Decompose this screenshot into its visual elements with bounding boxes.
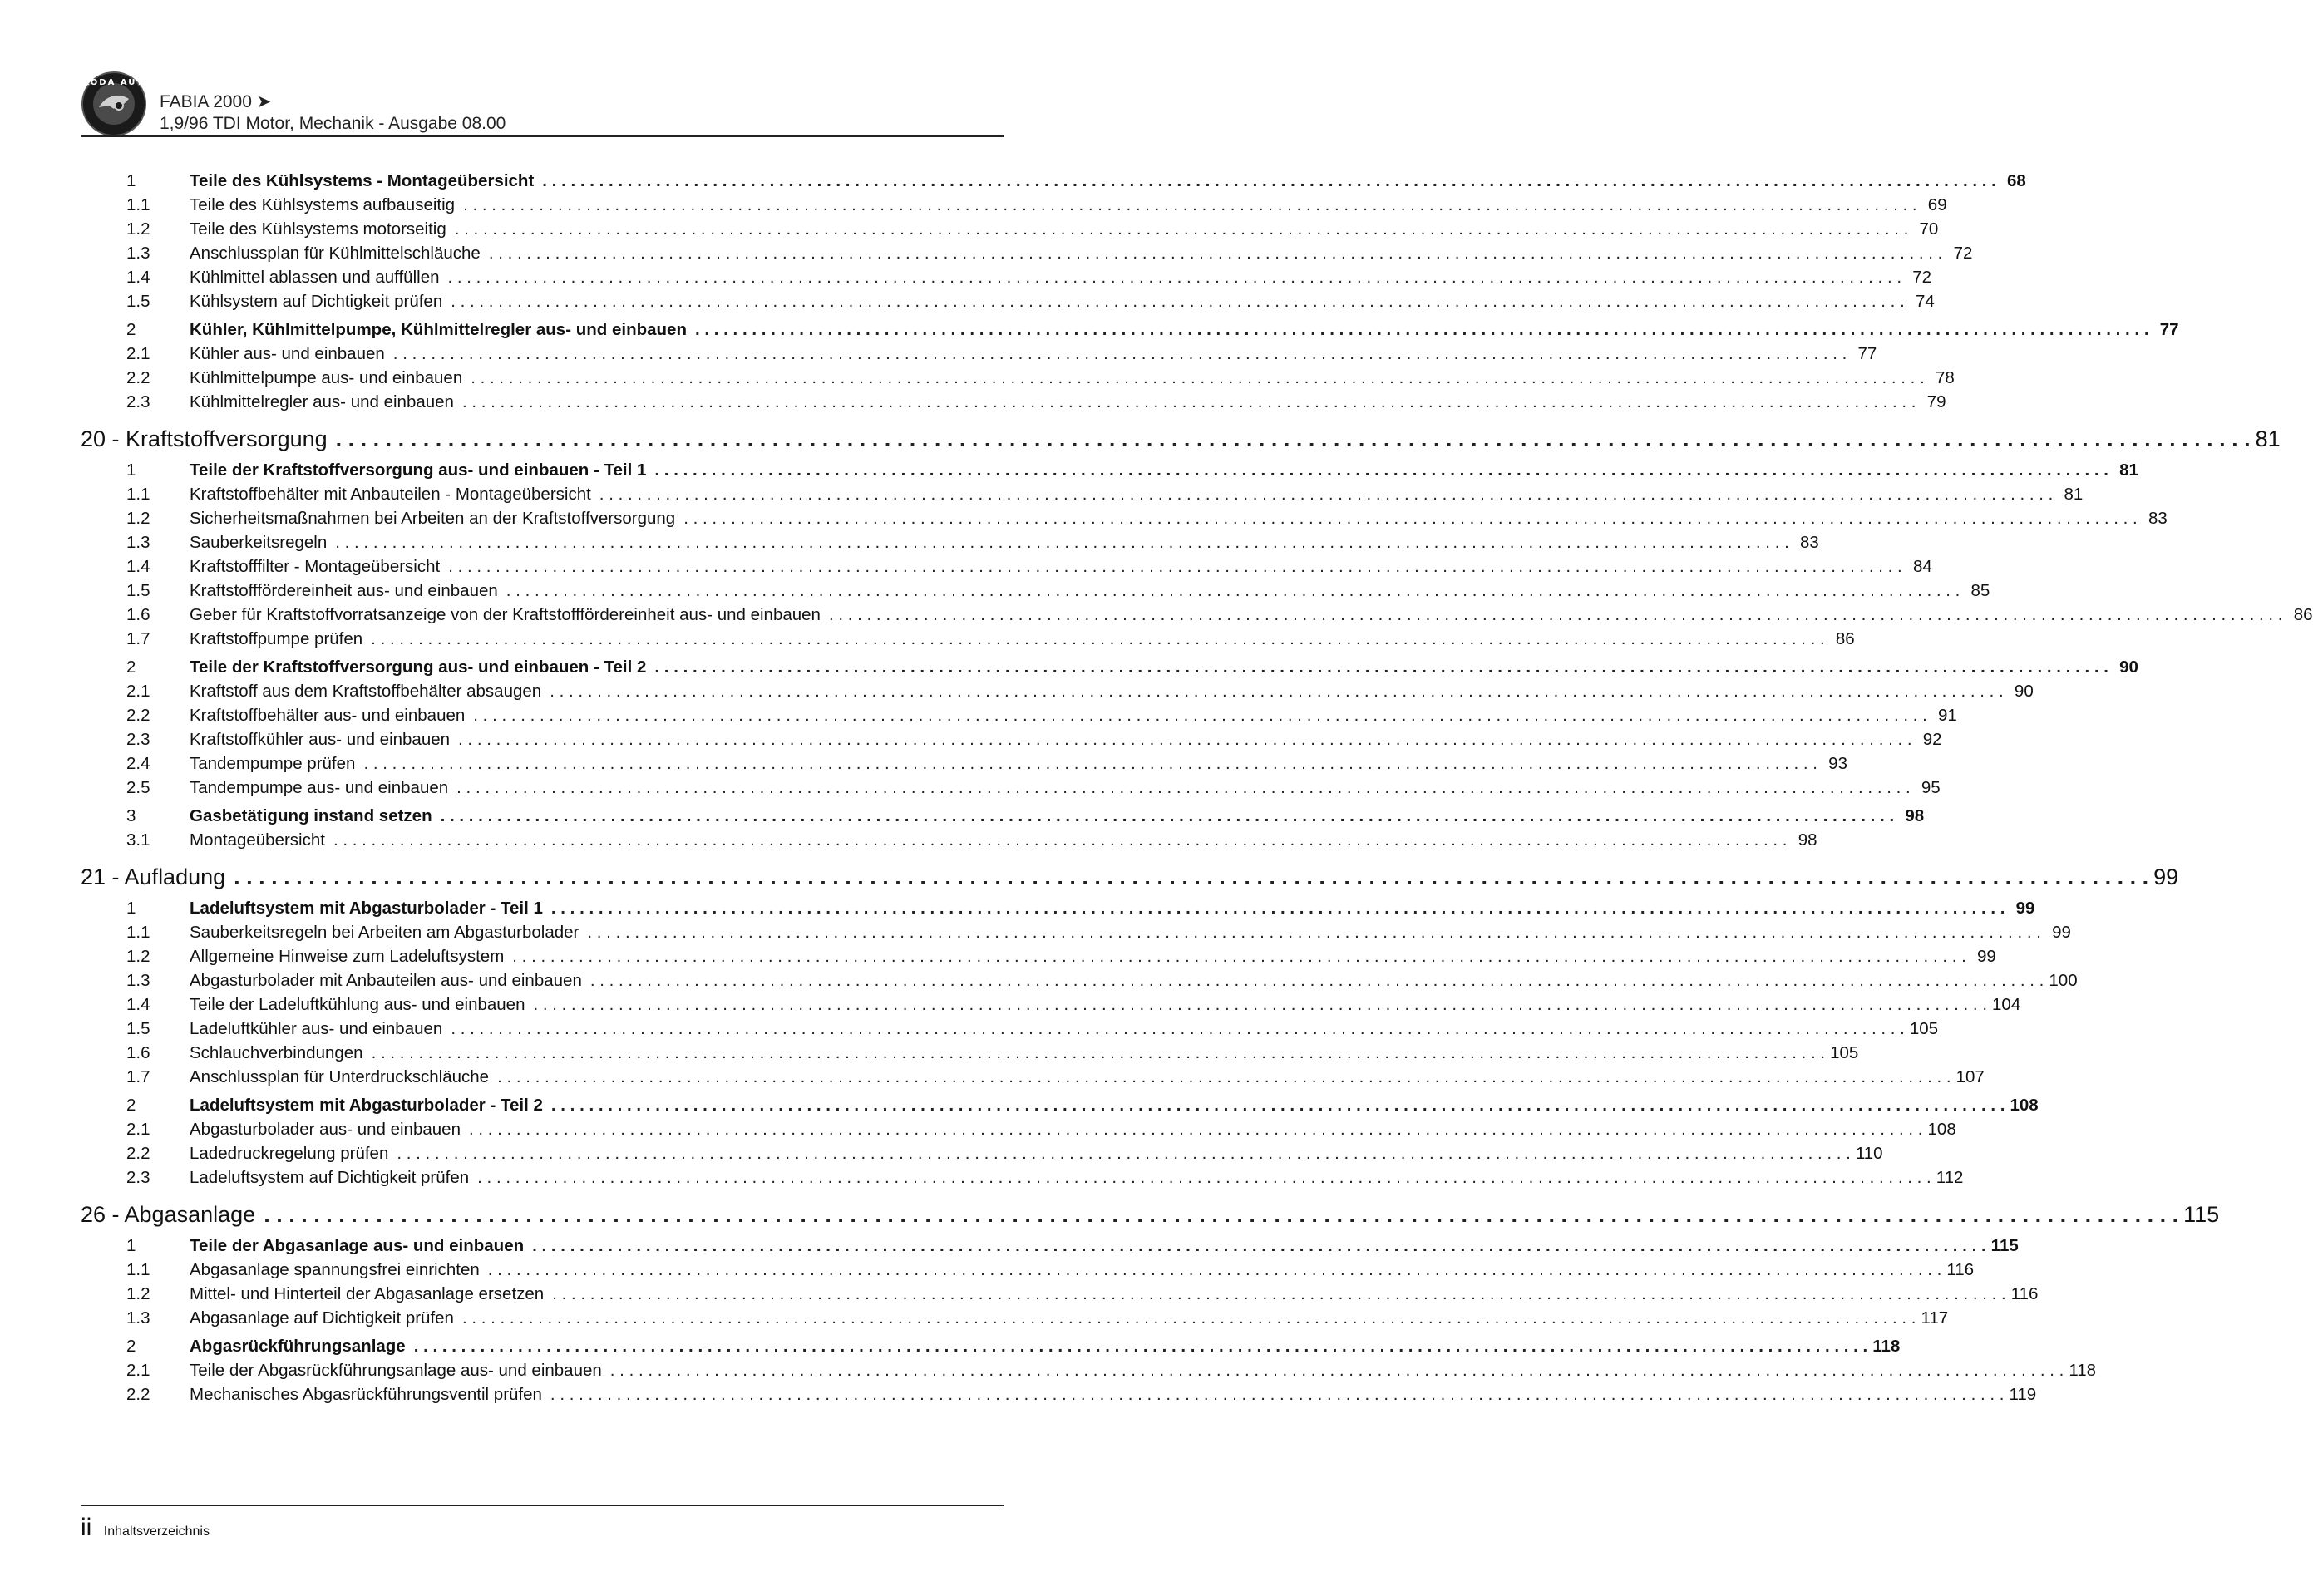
page-footer — [81, 1511, 210, 1544]
toc-entry-page: 98 — [1905, 806, 1925, 825]
document-header — [160, 91, 506, 135]
toc-item[interactable] — [81, 944, 1996, 968]
toc-entry-number: 1.7 — [126, 1067, 150, 1086]
toc-entry-number: 2.1 — [126, 682, 150, 701]
toc-item[interactable] — [81, 993, 2021, 1017]
toc-entry-page: 117 — [1921, 1308, 1949, 1328]
toc-entry-number: 2.2 — [126, 706, 150, 725]
header-model: FABIA 2000 ➤ — [160, 92, 272, 111]
toc-entry-title: Teile des Kühlsystems - Montageübersicht — [190, 171, 535, 190]
toc-entry-number: 1.4 — [126, 557, 150, 576]
toc-entry-number: 1.1 — [126, 485, 150, 504]
toc-entry-page: 115 — [1990, 1236, 2019, 1255]
dot-leader — [448, 265, 1902, 289]
toc-item[interactable] — [81, 342, 1877, 366]
toc-entry-title: Teile des Kühlsystems aufbauseitig — [190, 195, 456, 214]
dot-leader — [451, 289, 1905, 313]
toc-entry-title: Abgasrückführungsanlage — [190, 1337, 406, 1356]
toc-entry-page: 115 — [2183, 1202, 2220, 1227]
toc-item[interactable] — [81, 603, 2313, 627]
dot-leader — [550, 679, 2004, 703]
toc-entry-page: 110 — [1855, 1144, 1883, 1163]
toc-entry-page: 99 — [2015, 899, 2035, 918]
toc-item[interactable] — [81, 1041, 1859, 1065]
toc-entry-page: 77 — [2159, 320, 2179, 339]
dot-leader — [397, 1141, 1851, 1165]
dot-leader — [451, 1017, 1905, 1041]
dot-leader — [333, 828, 1788, 852]
toc-entry-page: 68 — [2007, 171, 2026, 190]
toc-entry-number: 2.1 — [126, 1120, 150, 1139]
toc-item[interactable] — [81, 1017, 1939, 1041]
toc-chapter[interactable] — [81, 862, 2179, 892]
toc-entry-title: Teile der Abgasrückführungsanlage aus- und einbauen — [190, 1361, 602, 1380]
toc-entry-title: 26 - Abgasanlage — [81, 1202, 256, 1227]
toc-entry-number: 1.4 — [126, 995, 150, 1014]
toc-entry-number: 1.2 — [126, 947, 150, 966]
toc-item[interactable] — [81, 289, 1935, 313]
toc-entry-number: 3 — [126, 806, 136, 825]
toc-entry-number: 1.2 — [126, 1284, 150, 1303]
toc-entry-number: 2.2 — [126, 1144, 150, 1163]
toc-entry-title: Teile des Kühlsystems motorseitig — [190, 219, 446, 239]
toc-item[interactable] — [81, 751, 1847, 776]
toc-entry-title: Mechanisches Abgasrückführungsventil prüfen — [190, 1385, 542, 1404]
logo-brand-text: ŠKODA AUTO — [75, 78, 153, 87]
toc-entry-page: 77 — [1857, 344, 1877, 363]
toc-item[interactable] — [81, 482, 2084, 506]
toc-entry-number: 1.5 — [126, 292, 150, 311]
toc-entry-title: Anschlussplan für Kühlmittelschläuche — [190, 244, 481, 263]
toc-entry-title: Montageübersicht — [190, 830, 325, 850]
toc-chapter[interactable] — [81, 1199, 2220, 1229]
toc-entry-number: 1.3 — [126, 971, 150, 990]
toc-item[interactable] — [81, 265, 1932, 289]
toc-entry-title: Ladeluftkühler aus- und einbauen — [190, 1019, 443, 1038]
toc-entry-page: 69 — [1927, 195, 1947, 214]
toc-item[interactable] — [81, 579, 1990, 603]
toc-entry-page: 83 — [2148, 509, 2168, 528]
toc-entry-title: Sauberkeitsregeln bei Arbeiten am Abgasturbolader — [190, 923, 579, 942]
toc-entry-number: 1 — [126, 1236, 136, 1255]
footer-label: Inhaltsverzeichnis — [103, 1525, 210, 1539]
dot-leader — [551, 896, 2005, 920]
toc-section[interactable] — [81, 655, 2138, 679]
dot-leader — [590, 968, 2044, 993]
toc-entry-number: 1.6 — [126, 605, 150, 624]
toc-entry-number: 1.1 — [126, 1260, 150, 1279]
toc-item[interactable] — [81, 727, 1942, 751]
toc-item[interactable] — [81, 1117, 1956, 1141]
toc-entry-title: Schlauchverbindungen — [190, 1043, 363, 1062]
toc-entry-number: 2.4 — [126, 754, 150, 773]
toc-item[interactable] — [81, 1141, 1883, 1165]
toc-entry-page: 81 — [2064, 485, 2084, 504]
dot-leader — [458, 727, 1912, 751]
dot-leader — [462, 390, 1916, 414]
toc-entry-title: Ladeluftsystem mit Abgasturbolader - Teil 1 — [190, 899, 543, 918]
toc-entry-title: Mittel- und Hinterteil der Abgasanlage ersetzen — [190, 1284, 545, 1303]
dot-leader — [414, 1334, 1868, 1358]
toc-entry-page: 118 — [1872, 1337, 1901, 1356]
toc-entry-page: 79 — [1926, 392, 1946, 411]
toc-entry-title: Abgasturbolader mit Anbauteilen aus- und einbauen — [190, 971, 582, 990]
toc-section[interactable] — [81, 896, 2035, 920]
dot-leader — [497, 1065, 1951, 1089]
toc-entry-title: 20 - Kraftstoffversorgung — [81, 426, 328, 451]
toc-section[interactable] — [81, 1334, 1901, 1358]
toc-item[interactable] — [81, 776, 1941, 800]
dot-leader — [552, 1282, 2006, 1306]
header-subtitle: 1,9/96 TDI Motor, Mechanik - Ausgabe 08.00 — [160, 114, 506, 133]
toc-entry-number: 1.2 — [126, 219, 150, 239]
toc-entry-number: 3.1 — [126, 830, 150, 850]
toc-entry-title: Anschlussplan für Unterdruckschläuche — [190, 1067, 490, 1086]
dot-leader — [441, 804, 1895, 828]
toc-entry-number: 2.1 — [126, 1361, 150, 1380]
toc-entry-page: 99 — [1977, 947, 1996, 966]
toc-entry-title: Teile der Ladeluftkühlung aus- und einbauen — [190, 995, 525, 1014]
toc-entry-title: Kraftstoffbehälter mit Anbauteilen - Montageübersicht — [190, 485, 591, 504]
toc-item[interactable] — [81, 241, 1973, 265]
toc-item[interactable] — [81, 679, 2034, 703]
dot-leader — [393, 342, 1847, 366]
toc-section[interactable] — [81, 169, 2026, 193]
toc-entry-page: 91 — [1938, 706, 1957, 725]
toc-entry-title: Kraftstofffilter - Montageübersicht — [190, 557, 441, 576]
toc-entry-title: Kraftstoffkühler aus- und einbauen — [190, 730, 451, 749]
dot-leader — [469, 1117, 1923, 1141]
toc-entry-number: 1.1 — [126, 923, 150, 942]
toc-entry-page: 104 — [1992, 995, 2021, 1014]
dot-leader — [533, 993, 1987, 1017]
toc-entry-number: 2.1 — [126, 344, 150, 363]
toc-section[interactable] — [81, 318, 2179, 342]
dot-leader — [471, 366, 1925, 390]
toc-entry-page: 99 — [2052, 923, 2071, 942]
toc-entry-page: 81 — [2255, 426, 2281, 451]
toc-entry-page: 108 — [1927, 1120, 1956, 1139]
dot-leader — [551, 1093, 2005, 1117]
toc-item[interactable] — [81, 1382, 2037, 1406]
toc-entry-title: Kühlmittel ablassen und auffüllen — [190, 268, 440, 287]
toc-entry-page: 100 — [2049, 971, 2078, 990]
footer-page-number: ii — [81, 1514, 92, 1541]
toc-entry-number: 2 — [126, 320, 136, 339]
toc-entry-page: 93 — [1828, 754, 1847, 773]
toc-entry-page: 90 — [2119, 658, 2138, 677]
dot-leader — [473, 703, 1927, 727]
toc-entry-title: Kühler aus- und einbauen — [190, 344, 385, 363]
dot-leader — [599, 482, 2054, 506]
toc-item[interactable] — [81, 1065, 1985, 1089]
toc-item[interactable] — [81, 390, 1946, 414]
toc-entry-number: 2.3 — [126, 1168, 150, 1187]
toc-item[interactable] — [81, 920, 2071, 944]
toc-item[interactable] — [81, 968, 2078, 993]
dot-leader — [372, 1041, 1826, 1065]
toc-entry-title: Gasbetätigung instand setzen — [190, 806, 432, 825]
toc-entry-page: 105 — [1909, 1019, 1939, 1038]
toc-entry-number: 1.3 — [126, 533, 150, 552]
toc-entry-number: 1.4 — [126, 268, 150, 287]
dot-leader — [234, 862, 2148, 892]
toc-entry-number: 1.5 — [126, 1019, 150, 1038]
toc-entry-page: 86 — [2293, 605, 2313, 624]
toc-entry-title: Kraftstoff aus dem Kraftstoffbehälter absaugen — [190, 682, 542, 701]
dot-leader — [264, 1199, 2178, 1229]
toc-entry-title: Teile der Abgasanlage aus- und einbauen — [190, 1236, 525, 1255]
dot-leader — [683, 506, 2138, 530]
toc-entry-title: Kühlmittelregler aus- und einbauen — [190, 392, 454, 411]
toc-entry-page: 118 — [2069, 1361, 2097, 1380]
toc-entry-title: Geber für Kraftstoffvorratsanzeige von der Kraftstofffördereinheit aus- und einbauen — [190, 605, 821, 624]
toc-entry-title: Allgemeine Hinweise zum Ladeluftsystem — [190, 947, 505, 966]
dot-leader — [371, 627, 1825, 651]
dot-leader — [610, 1358, 2064, 1382]
dot-leader — [477, 1165, 1931, 1190]
toc-entry-title: Ladedruckregelung prüfen — [190, 1144, 389, 1163]
toc-entry-title: Abgasanlage auf Dichtigkeit prüfen — [190, 1308, 454, 1328]
dot-leader — [335, 530, 1789, 554]
dot-leader — [456, 776, 1911, 800]
toc-entry-number: 1 — [126, 899, 136, 918]
dot-leader — [506, 579, 1960, 603]
dot-leader — [448, 554, 1902, 579]
dot-leader — [462, 1306, 1916, 1330]
toc-entry-page: 72 — [1953, 244, 1973, 263]
dot-leader — [587, 920, 2041, 944]
toc-section[interactable] — [81, 1093, 2039, 1117]
toc-entry-number: 2.5 — [126, 778, 150, 797]
dot-leader — [532, 1234, 1986, 1258]
dot-leader — [829, 603, 2283, 627]
toc-item[interactable] — [81, 828, 1817, 852]
toc-section[interactable] — [81, 458, 2138, 482]
toc-entry-title: Sicherheitsmaßnahmen bei Arbeiten an der Kraftstoffversorgung — [190, 509, 676, 528]
toc-entry-number: 2.3 — [126, 730, 150, 749]
toc-item[interactable] — [81, 627, 1855, 651]
toc-entry-number: 2 — [126, 658, 136, 677]
dot-leader — [455, 217, 1909, 241]
toc-item[interactable] — [81, 1306, 1949, 1330]
toc-entry-title: Kraftstoffpumpe prüfen — [190, 629, 363, 648]
toc-entry-page: 90 — [2014, 682, 2034, 701]
header-rule — [81, 135, 1004, 137]
dot-leader — [489, 241, 1943, 265]
toc-entry-page: 83 — [1799, 533, 1819, 552]
toc-entry-number: 2.3 — [126, 392, 150, 411]
dot-leader — [363, 751, 1817, 776]
toc-item[interactable] — [81, 506, 2168, 530]
toc-entry-title: Tandempumpe aus- und einbauen — [190, 778, 449, 797]
toc-entry-page: 78 — [1935, 368, 1955, 387]
toc-entry-number: 2.2 — [126, 1385, 150, 1404]
toc-item[interactable] — [81, 366, 1955, 390]
dot-leader — [336, 424, 2251, 454]
dot-leader — [463, 193, 1917, 217]
toc-entry-page: 99 — [2153, 864, 2179, 889]
toc-entry-title: Ladeluftsystem auf Dichtigkeit prüfen — [190, 1168, 470, 1187]
toc-entry-page: 86 — [1835, 629, 1855, 648]
toc-entry-number: 1.3 — [126, 1308, 150, 1328]
toc-entry-title: Teile der Kraftstoffversorgung aus- und einbauen - Teil 2 — [190, 658, 647, 677]
dot-leader — [654, 655, 2108, 679]
toc-item[interactable] — [81, 1358, 2097, 1382]
toc-item[interactable] — [81, 1165, 1964, 1190]
toc-section[interactable] — [81, 1234, 2019, 1258]
toc-entry-page: 119 — [2009, 1385, 2037, 1404]
toc-item[interactable] — [81, 703, 1957, 727]
toc-entry-number: 1.5 — [126, 581, 150, 600]
toc-entry-title: Teile der Kraftstoffversorgung aus- und einbauen - Teil 1 — [190, 461, 647, 480]
toc-entry-number: 2.2 — [126, 368, 150, 387]
toc-entry-title: Abgasanlage spannungsfrei einrichten — [190, 1260, 480, 1279]
toc-entry-number: 1.6 — [126, 1043, 150, 1062]
toc-entry-title: Kraftstofffördereinheit aus- und einbauen — [190, 581, 498, 600]
toc-entry-title: Kraftstoffbehälter aus- und einbauen — [190, 706, 466, 725]
toc-entry-page: 108 — [2010, 1096, 2039, 1115]
toc-entry-title: Abgasturbolader aus- und einbauen — [190, 1120, 461, 1139]
toc-item[interactable] — [81, 1258, 1974, 1282]
toc-item[interactable] — [81, 217, 1939, 241]
toc-entry-number: 1.1 — [126, 195, 150, 214]
toc-entry-page: 92 — [1922, 730, 1942, 749]
dot-leader — [542, 169, 1996, 193]
skoda-logo — [75, 71, 153, 137]
toc-entry-page: 105 — [1830, 1043, 1859, 1062]
toc-entry-number: 1.3 — [126, 244, 150, 263]
dot-leader — [512, 944, 1966, 968]
footer-rule — [81, 1505, 1004, 1506]
toc-item[interactable] — [81, 193, 1947, 217]
toc-entry-page: 72 — [1912, 268, 1932, 287]
toc-entry-title: Kühler, Kühlmittelpumpe, Kühlmittelregler aus- und einbauen — [190, 320, 687, 339]
toc-entry-number: 1.7 — [126, 629, 150, 648]
toc-entry-number: 1.2 — [126, 509, 150, 528]
toc-item[interactable] — [81, 1282, 2039, 1306]
toc-entry-page: 70 — [1919, 219, 1939, 239]
table-of-contents — [81, 165, 2313, 1406]
toc-item[interactable] — [81, 554, 1932, 579]
toc-entry-page: 95 — [1921, 778, 1941, 797]
toc-entry-number: 2 — [126, 1096, 136, 1115]
toc-entry-page: 85 — [1970, 581, 1990, 600]
toc-item[interactable] — [81, 530, 1819, 554]
toc-entry-title: Kühlmittelpumpe aus- und einbauen — [190, 368, 463, 387]
toc-entry-title: 21 - Aufladung — [81, 864, 226, 889]
toc-entry-page: 107 — [1955, 1067, 1985, 1086]
toc-entry-title: Ladeluftsystem mit Abgasturbolader - Teil 2 — [190, 1096, 543, 1115]
toc-entry-title: Tandempumpe prüfen — [190, 754, 356, 773]
toc-entry-page: 98 — [1798, 830, 1817, 850]
toc-entry-title: Sauberkeitsregeln — [190, 533, 328, 552]
toc-entry-page: 74 — [1915, 292, 1935, 311]
toc-chapter[interactable] — [81, 424, 2281, 454]
toc-entry-page: 84 — [1912, 557, 1932, 576]
toc-entry-number: 1 — [126, 461, 136, 480]
dot-leader — [695, 318, 2149, 342]
toc-entry-page: 116 — [1946, 1260, 1974, 1279]
toc-entry-page: 116 — [2010, 1284, 2039, 1303]
dot-leader — [654, 458, 2108, 482]
toc-entry-page: 112 — [1936, 1168, 1964, 1187]
toc-section[interactable] — [81, 804, 1925, 828]
dot-leader — [488, 1258, 1942, 1282]
toc-entry-title: Kühlsystem auf Dichtigkeit prüfen — [190, 292, 443, 311]
toc-entry-page: 81 — [2119, 461, 2138, 480]
toc-entry-number: 1 — [126, 171, 136, 190]
toc-entry-number: 2 — [126, 1337, 136, 1356]
dot-leader — [550, 1382, 2005, 1406]
